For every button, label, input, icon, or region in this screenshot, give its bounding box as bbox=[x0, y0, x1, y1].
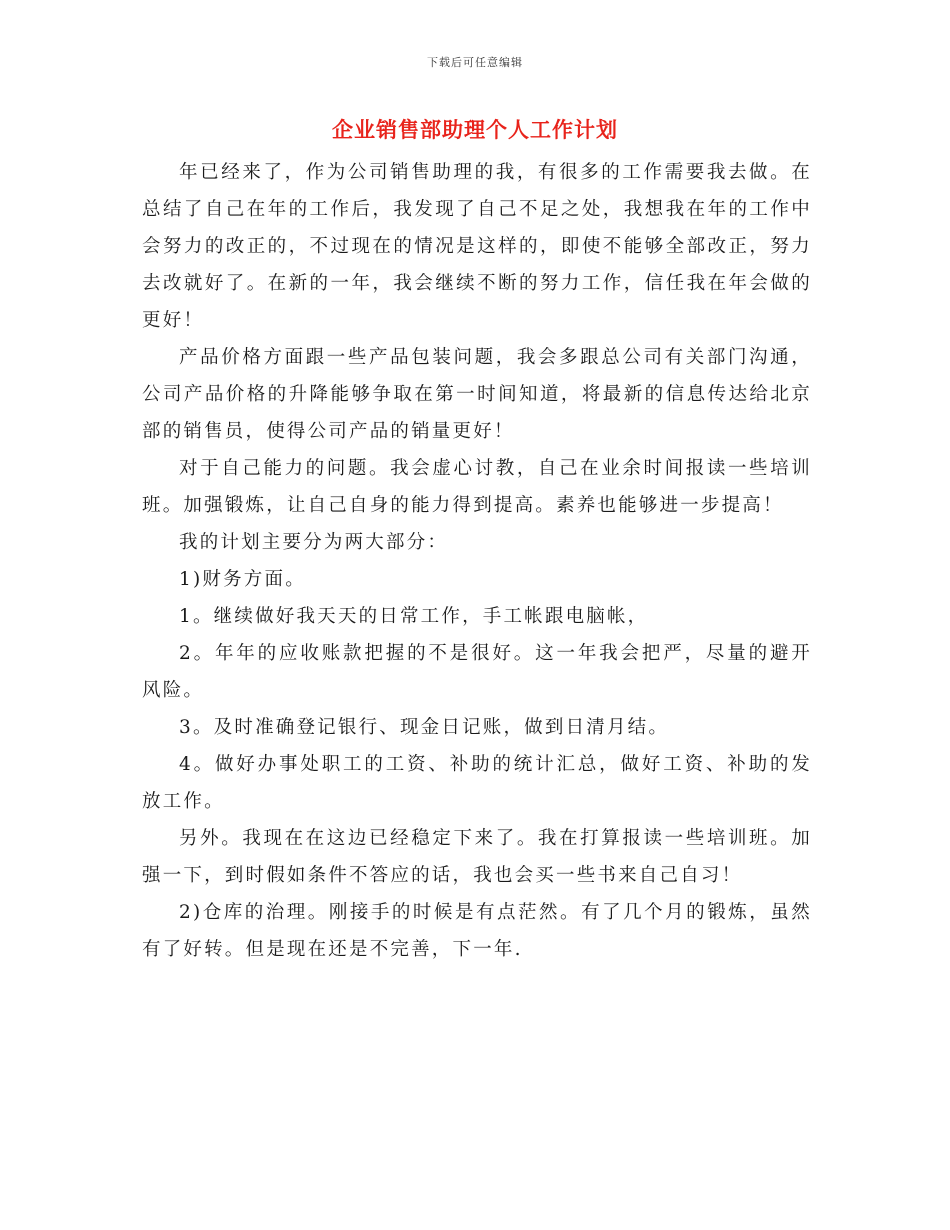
document-title: 企业销售部助理个人工作计划 bbox=[332, 117, 618, 142]
paragraph: 对于自己能力的问题。我会虚心讨教，自己在业余时间报读一些培训班。加强锻炼，让自己自身的能力得到提高。素养也能够进一步提高！ bbox=[142, 458, 812, 516]
paragraph: 1。继续做好我天天的日常工作，手工帐跟电脑帐， bbox=[179, 606, 649, 627]
paragraph: 3。及时准确登记银行、现金日记账，做到日清月结。 bbox=[179, 717, 670, 738]
paragraph: 1)财务方面。 bbox=[179, 569, 306, 590]
document-body bbox=[142, 154, 812, 968]
paragraph: 2)仓库的治理。刚接手的时候是有点茫然。有了几个月的锻炼，虽然有了好转。但是现在还是不完善，下一年. bbox=[142, 902, 812, 960]
paragraph: 产品价格方面跟一些产品包装问题，我会多跟总公司有关部门沟通，公司产品价格的升降能够争取在第一时间知道，将最新的信息传达给北京部的销售员，使得公司产品的销量更好！ bbox=[142, 347, 812, 442]
paragraph: 4。做好办事处职工的工资、补助的统计汇总，做好工资、补助的发放工作。 bbox=[142, 754, 812, 812]
header-note: 下载后可任意编辑 bbox=[427, 56, 523, 69]
paragraph: 我的计划主要分为两大部分： bbox=[179, 532, 449, 553]
paragraph: 另外。我现在在这边已经稳定下来了。我在打算报读一些培训班。加强一下，到时假如条件不答应的话，我也会买一些书来自己自习！ bbox=[142, 828, 812, 886]
paragraph: 年已经来了，作为公司销售助理的我，有很多的工作需要我去做。在总结了自己在年的工作后，我发现了自己不足之处，我想我在年的工作中会努力的改正的，不过现在的情况是这样的，即使不能够全部改正，努力去改就好了。在新的一年，我会继续不断的努力工作，信任我在年会做的更好！ bbox=[142, 162, 812, 331]
paragraph: 2。年年的应收账款把握的不是很好。这一年我会把严，尽量的避开风险。 bbox=[142, 643, 812, 701]
